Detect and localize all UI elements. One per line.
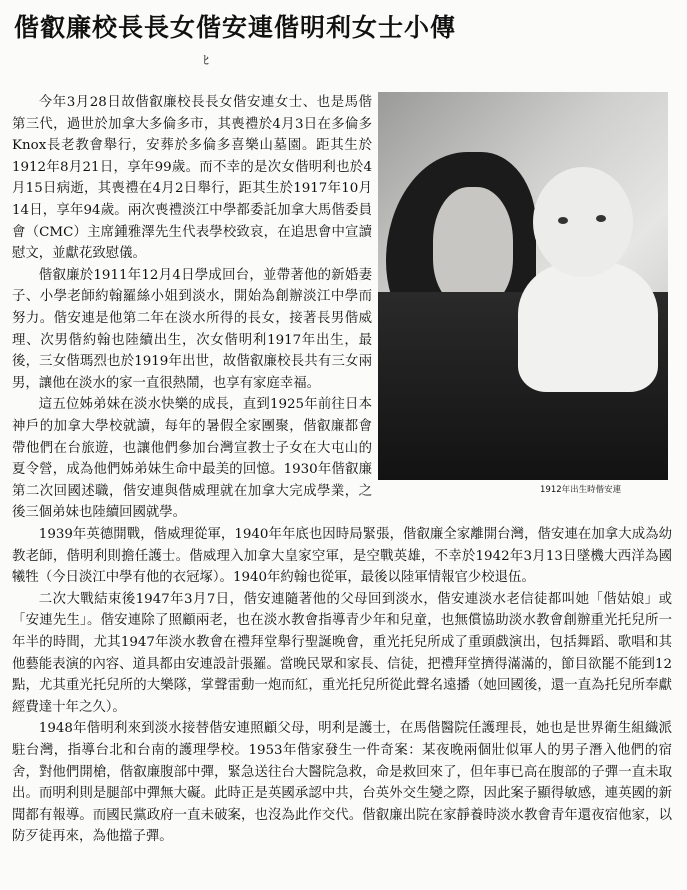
article-body-full-width bbox=[12, 524, 672, 848]
paragraph-1: 今年3月28日故偕叡廉校長長女偕安連女士、也是馬偕第三代，過世於加拿大多倫多市，其喪禮於4月3日在多倫多Knox長老教會舉行，安葬於多倫多喜樂山墓園。距其生於1912年8月21日，享年99歲。而不幸的是次女偕明利也於4月15日病逝，其喪禮在4月2日舉行，距其生於1917年10月14日，享年94歲。兩次喪禮淡江中學都委託加拿大馬偕委員會（CMC）主席鍾雅澤先生代表學校致哀，在追思會中宣讀慰文，並獻花致慰儀。 bbox=[12, 95, 372, 262]
photo-baby-eye-right bbox=[596, 215, 606, 222]
article-title: 偕叡廉校長長女偕安連偕明利女士小傳 bbox=[14, 13, 457, 42]
article-body-left-column bbox=[12, 92, 372, 524]
mother-and-baby-photo bbox=[378, 92, 668, 480]
photo-baby-head bbox=[533, 167, 633, 277]
paragraph-4: 1939年英德開戰，偕威理從軍，1940年年底也因時局緊張，偕叡廉全家離開台灣，偕安連在加拿大成為幼教老師，偕明利則擔任護士。偕威理入加拿大皇家空軍，是空戰英雄，不幸於1942年3月13日墜機大西洋為國犧牲（今日淡江中學有他的衣冠塚）。1940年約翰也從軍，最後以陸軍情報官少校退伍。 bbox=[12, 527, 672, 586]
paragraph-2: 偕叡廉於1911年12月4日學成回台，並帶著他的新婚妻子、小學老師約翰羅絲小姐到淡水，開始為創辦淡江中學而努力。偕安連是他第二年在淡水所得的長女，接著長男偕威理、次男偕約翰也陸續出生，次女偕明利1917年出生，最後，三女偕瑪烈也於1919年出世，故偕叡廉校長共有三女兩男，讓他在淡水的家一直很熱鬧，也享有家庭幸福。 bbox=[12, 267, 372, 391]
photo-caption: 1912年出生時偕安連 bbox=[540, 485, 622, 495]
ink-mark: ﾋ bbox=[203, 53, 210, 67]
paragraph-5: 二次大戰結束後1947年3月7日，偕安連隨著他的父母回到淡水，偕安連淡水老信徒都叫她「偕姑娘」或「安連先生」。偕安連除了照顧兩老，也在淡水教會指導青少年和兒童，也無償協助淡水教會創辦重光托兒所一年半的時間，尤其1947年淡水教會在禮拜堂舉行聖誕晚會，重光托兒所成了重頭戲演出，包括舞蹈、歌唱和其他藝能表演的內容、道具都由安連設計張羅。當晚民眾和家長、信徒，把禮拜堂擠得滿滿的，節目欲罷不能到12點，尤其重光托兒所的大樂隊，掌聲雷動一炮而紅，重光托兒所從此聲名遠播（她回國後，還一直為托兒所奉獻經費達十年之久）。 bbox=[12, 591, 672, 715]
photo-baby-eye-left bbox=[558, 217, 568, 224]
photo-baby-body bbox=[518, 262, 658, 392]
paragraph-6: 1948年偕明利來到淡水接替偕安連照顧父母，明利是護士，在馬偕醫院任護理長，她也是世界衛生組織派駐台灣，指導台北和台南的護理學校。1953年偕家發生一件奇案：某夜晚兩個壯似軍人的男子潛入他們的宿舍，對他們開槍，偕叡廉腹部中彈，緊急送往台大醫院急救，命是救回來了，但年事已高在腹部的子彈一直未取出。而明利則是腿部中彈無大礙。此時正是英國承認中共，台英外交生變之際，因此案子顯得敏感，連英國的新聞都有報導。而國民黨政府一直未破案，也沒為此作交代。偕叡廉出院在家靜養時淡水教會青年還夜宿他家，以防歹徒再來，為他擋子彈。 bbox=[12, 721, 672, 845]
photo-mother-face bbox=[433, 187, 513, 307]
paragraph-3: 這五位姊弟妹在淡水快樂的成長，直到1925年前往日本神戶的加拿大學校就讀，每年的暑假全家團聚，偕叡廉都會帶他們在台旅遊，也讓他們參加台灣宣教士子女在大屯山的夏令營，成為他們姊弟妹生命中最美的回憶。1930年偕叡廉第二次回國述職，偕安連與偕威理就在加拿大完成學業，之後三個弟妹也陸續回國就學。 bbox=[12, 397, 372, 521]
